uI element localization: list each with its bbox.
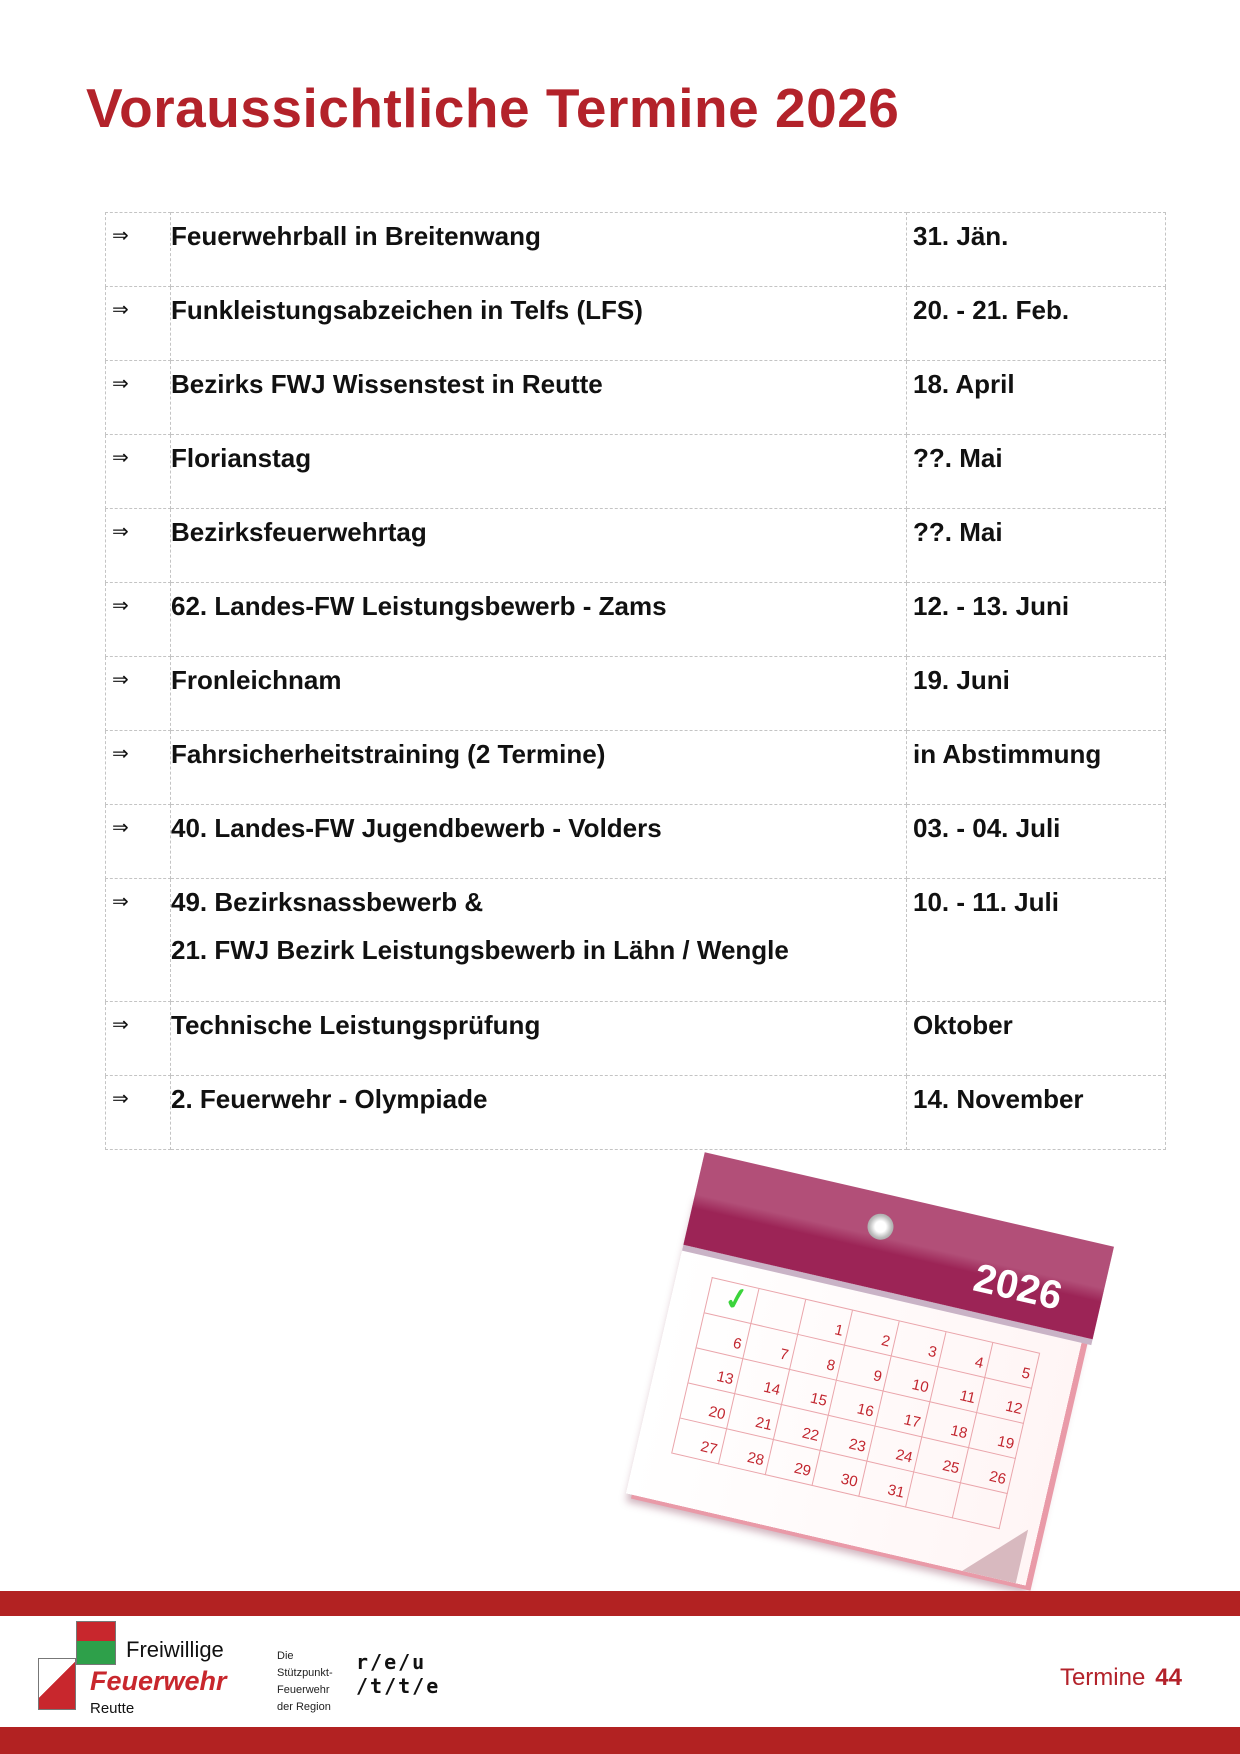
event-row [106,509,1166,583]
calendar-day: 9 [837,1346,892,1392]
event-row [106,435,1166,509]
tagline [277,1648,349,1716]
event-date: 18. April [907,361,1166,435]
tagline-line: der Region [277,1701,331,1713]
event-name-cell [171,805,907,879]
calendar-day: 3 [892,1321,947,1367]
event-row [106,805,1166,879]
calendar-day: 1 [798,1300,853,1346]
arrow-icon: ⇒ [106,805,171,879]
event-name-cell [171,1002,907,1076]
event-name-cell [171,1076,907,1150]
event-date: 19. Juni [907,657,1166,731]
page-title: Voraussichtliche Termine 2026 [86,77,900,139]
arrow-icon: ⇒ [106,509,171,583]
event-row [106,287,1166,361]
event-date: Oktober [907,1002,1166,1076]
event-date: 10. - 11. Juli [907,879,1166,1002]
event-row [106,1002,1166,1076]
event-date: in Abstimmung [907,731,1166,805]
event-name-line2: 21. FWJ Bezirk Leistungsbewerb in Lähn / Wengle [171,935,789,965]
page-number: 44 [1155,1664,1182,1691]
calendar-year: 2026 [969,1255,1067,1319]
event-date: ??. Mai [907,435,1166,509]
footer-bar-bottom [0,1727,1240,1754]
calendar-day: 2 [845,1311,900,1357]
reutte-coat-of-arms-icon [76,1621,116,1665]
arrow-icon: ⇒ [106,435,171,509]
arrow-icon: ⇒ [106,879,171,1002]
calendar-day: 13 [688,1348,743,1394]
tagline-line: Stützpunkt- [277,1667,333,1679]
calendar-day: 19 [969,1413,1024,1459]
event-name-cell [171,879,907,1002]
tagline-line: Feuerwehr [277,1684,330,1696]
calendar-day: 17 [875,1392,930,1438]
arrow-icon: ⇒ [106,287,171,361]
event-name: 62. Landes-FW Leistungsbewerb - Zams [171,591,667,621]
feuerwehr-logo [38,1620,238,1724]
event-name: Florianstag [171,443,312,473]
logo-line1: Freiwillige [126,1637,224,1662]
calendar-day: 5 [985,1343,1040,1389]
arrow-icon: ⇒ [106,1002,171,1076]
calendar-day: 7 [743,1324,798,1370]
calendar-day: 22 [774,1405,829,1451]
event-name-cell [171,583,907,657]
calendar-day: 11 [930,1367,985,1413]
calendar-day: 26 [961,1448,1016,1494]
calendar-day: 30 [812,1451,867,1497]
event-name: Technische Leistungsprüfung [171,1010,541,1040]
calendar-day: 10 [883,1357,938,1403]
arrow-icon: ⇒ [106,361,171,435]
event-name: Feuerwehrball in Breitenwang [171,221,541,251]
page-reference [1060,1664,1182,1692]
event-date: 03. - 04. Juli [907,805,1166,879]
calendar-day: 20 [680,1383,735,1429]
arrow-icon: ⇒ [106,1076,171,1150]
logo-line3: Reutte [90,1700,135,1717]
calendar-day: 16 [829,1381,884,1427]
calendar-day: 18 [922,1402,977,1448]
event-date: 14. November [907,1076,1166,1150]
event-date: ??. Mai [907,509,1166,583]
event-name-cell [171,213,907,287]
event-row [106,1076,1166,1150]
event-name: Bezirksfeuerwehrtag [171,517,427,547]
reutte-mark-line: r/e/u [356,1650,427,1674]
event-name: Bezirks FWJ Wissenstest in Reutte [171,369,603,399]
event-name-cell [171,435,907,509]
event-row [106,583,1166,657]
calendar-day: 15 [782,1370,837,1416]
arrow-icon: ⇒ [106,583,171,657]
event-row [106,657,1166,731]
calendar-day: 29 [766,1440,821,1486]
events-table [105,212,1166,1150]
tagline-line: Die [277,1650,294,1662]
event-name: 2. Feuerwehr - Olympiade [171,1084,488,1114]
reutte-mark-line: /t/t/e [356,1674,441,1698]
calendar-day: 12 [977,1378,1032,1424]
calendar-day: 24 [867,1427,922,1473]
event-row [106,879,1166,1002]
arrow-icon: ⇒ [106,731,171,805]
event-name-cell [171,657,907,731]
event-row [106,361,1166,435]
calendar-day: 8 [790,1335,845,1381]
calendar-day: 14 [735,1359,790,1405]
calendar-day: 31 [859,1462,914,1508]
calendar-illustration [626,1152,1114,1588]
event-name-cell [171,287,907,361]
event-row [106,731,1166,805]
event-row [106,213,1166,287]
calendar-day: 23 [821,1416,876,1462]
footer-bar-top [0,1591,1240,1616]
calendar-day: 27 [672,1419,727,1465]
ring-icon [865,1211,896,1242]
event-date: 31. Jän. [907,213,1166,287]
calendar-day: 28 [719,1429,774,1475]
arrow-icon: ⇒ [106,213,171,287]
arrow-icon: ⇒ [106,657,171,731]
event-name: Fahrsicherheitstraining (2 Termine) [171,739,606,769]
event-name: Fronleichnam [171,665,342,695]
reutte-mark [356,1650,440,1698]
event-date: 20. - 21. Feb. [907,287,1166,361]
event-name: 40. Landes-FW Jugendbewerb - Volders [171,813,662,843]
checkmark-icon: ✓ [722,1281,752,1318]
page-curl [962,1517,1028,1583]
event-name-cell [171,509,907,583]
calendar-day: 6 [696,1313,751,1359]
event-date: 12. - 13. Juni [907,583,1166,657]
calendar-day: 4 [938,1332,993,1378]
event-name-cell [171,361,907,435]
event-name: 49. Bezirksnassbewerb & [171,887,484,917]
section-label: Termine [1059,1664,1146,1691]
calendar-day: 25 [914,1437,969,1483]
event-name: Funkleistungsabzeichen in Telfs (LFS) [171,295,643,325]
event-name-cell [171,731,907,805]
calendar-day: 21 [727,1394,782,1440]
fire-brigade-emblem-icon [38,1658,76,1710]
logo-line2: Feuerwehr [90,1666,227,1696]
